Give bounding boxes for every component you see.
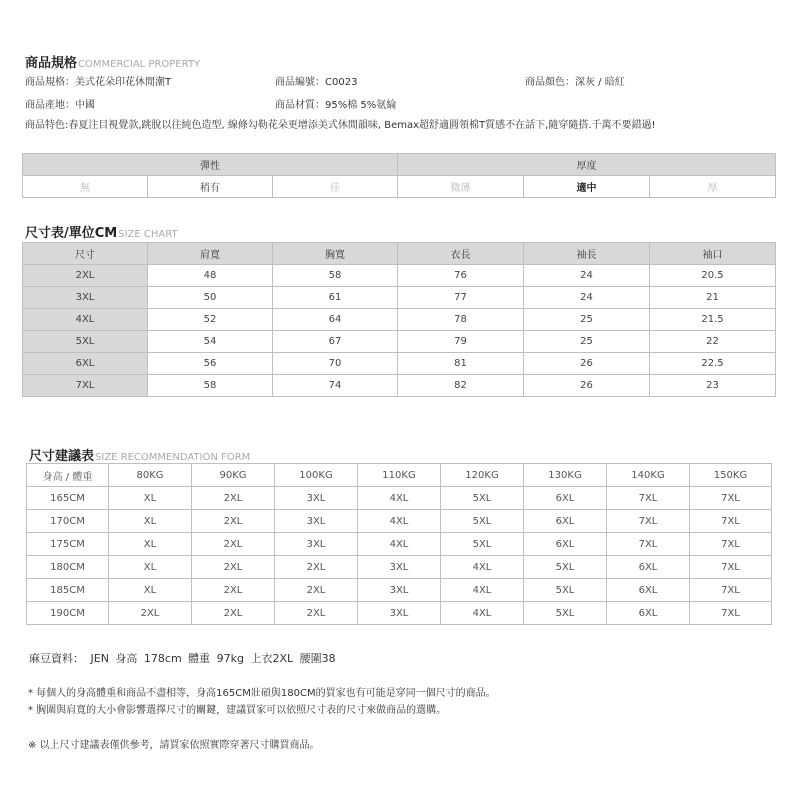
recommended-size: 7XL [690, 556, 772, 579]
recommended-size: 4XL [358, 510, 441, 533]
product-origin: 商品產地：中國 [25, 100, 95, 111]
thickness-thin: 微薄 [398, 176, 524, 198]
size-value: 82 [398, 375, 524, 397]
recommend-row [27, 487, 772, 510]
size-chart-header: 袖長 [524, 243, 650, 265]
size-value: 52 [148, 309, 273, 331]
height-label: 170CM [27, 510, 109, 533]
elasticity-good: 佳 [273, 176, 398, 198]
size-chart-header: 肩寬 [148, 243, 273, 265]
recommended-size: 5XL [441, 510, 524, 533]
size-label: 6XL [23, 353, 148, 375]
thickness-header: 厚度 [398, 154, 776, 176]
recommended-size: 4XL [441, 579, 524, 602]
recommended-size: XL [109, 579, 192, 602]
size-value: 21 [650, 287, 776, 309]
size-chart-header: 尺寸 [23, 243, 148, 265]
recommended-size: 7XL [690, 510, 772, 533]
size-chart-row [23, 309, 776, 331]
recommended-size: 4XL [358, 487, 441, 510]
recommend-row [27, 556, 772, 579]
size-value: 58 [148, 375, 273, 397]
height-label: 175CM [27, 533, 109, 556]
recommended-size: 5XL [524, 579, 607, 602]
size-chart-row [23, 265, 776, 287]
size-chart-row [23, 353, 776, 375]
size-value: 78 [398, 309, 524, 331]
recommend-row [27, 602, 772, 625]
recommend-header: 100KG [275, 464, 358, 487]
spec-section-title [25, 52, 200, 71]
recommend-title-en: SIZE RECOMMENDATION FORM [95, 452, 251, 463]
size-value: 23 [650, 375, 776, 397]
size-value: 61 [273, 287, 398, 309]
recommended-size: 3XL [275, 510, 358, 533]
thickness-medium: 適中 [524, 176, 650, 198]
recommended-size: 2XL [192, 533, 275, 556]
recommended-size: 3XL [358, 556, 441, 579]
recommended-size: 2XL [192, 487, 275, 510]
recommend-section-title [29, 445, 250, 464]
note-2: * 胸圍與肩寬的大小會影響選擇尺寸的關鍵，建議買家可以依照尺寸表的尺寸來做商品的選購。 [28, 705, 447, 716]
recommended-size: 2XL [192, 602, 275, 625]
recommended-size: 5XL [524, 556, 607, 579]
recommended-size: 2XL [192, 579, 275, 602]
elastic-header-row [23, 154, 776, 176]
size-value: 24 [524, 265, 650, 287]
size-label: 7XL [23, 375, 148, 397]
elasticity-none: 無 [23, 176, 148, 198]
recommended-size: 4XL [441, 602, 524, 625]
recommend-header-row [27, 464, 772, 487]
recommended-size: XL [109, 510, 192, 533]
size-recommendation-table [26, 463, 772, 625]
recommend-header: 130KG [524, 464, 607, 487]
size-chart-header-row [23, 243, 776, 265]
height-label: 190CM [27, 602, 109, 625]
elastic-value-row [23, 176, 776, 198]
recommend-header: 140KG [607, 464, 690, 487]
elasticity-slight: 稍有 [148, 176, 273, 198]
recommended-size: XL [109, 556, 192, 579]
recommended-size: 7XL [607, 510, 690, 533]
product-feature: 商品特色:春夏注目視覺款,跳脫以往純色造型, 線條勾勒花朵更增添美式休閒韻味, Bemax超舒適圓領棉T質感不在話下,隨穿隨搭.千萬不要錯過! [25, 120, 656, 131]
size-value: 56 [148, 353, 273, 375]
recommended-size: XL [109, 533, 192, 556]
size-value: 79 [398, 331, 524, 353]
disclaimer: ※ 以上尺寸建議表僅供參考，請買家依照實際穿著尺寸購買商品。 [28, 740, 320, 751]
recommended-size: 2XL [275, 579, 358, 602]
spec-title: 商品規格 [25, 56, 78, 71]
model-info: 麻豆資料： JEN 身高 178cm 體重 97kg 上衣2XL 腰圍38 [29, 652, 336, 665]
size-value: 76 [398, 265, 524, 287]
size-chart-table [22, 242, 776, 397]
recommended-size: 2XL [109, 602, 192, 625]
recommended-size: 5XL [524, 602, 607, 625]
size-value: 58 [273, 265, 398, 287]
product-code: 商品編號：C0023 [275, 77, 358, 88]
size-value: 81 [398, 353, 524, 375]
recommended-size: XL [109, 487, 192, 510]
size-value: 67 [273, 331, 398, 353]
note-1: * 每個人的身高體重和商品不盡相等，身高165CM壯碩與180CM的買家也有可能是穿同一個尺寸的商品。 [28, 688, 496, 699]
recommended-size: 3XL [275, 487, 358, 510]
recommended-size: 6XL [524, 533, 607, 556]
size-value: 77 [398, 287, 524, 309]
recommended-size: 3XL [358, 579, 441, 602]
size-value: 20.5 [650, 265, 776, 287]
recommended-size: 7XL [607, 487, 690, 510]
recommend-header: 身高 / 體重 [27, 464, 109, 487]
recommended-size: 7XL [690, 487, 772, 510]
size-chart-title-en: SIZE CHART [118, 229, 178, 240]
recommended-size: 3XL [275, 533, 358, 556]
size-value: 54 [148, 331, 273, 353]
size-chart-row [23, 331, 776, 353]
size-value: 50 [148, 287, 273, 309]
size-value: 48 [148, 265, 273, 287]
size-label: 3XL [23, 287, 148, 309]
recommended-size: 2XL [275, 602, 358, 625]
recommend-header: 90KG [192, 464, 275, 487]
recommended-size: 7XL [690, 579, 772, 602]
height-label: 180CM [27, 556, 109, 579]
size-value: 24 [524, 287, 650, 309]
recommended-size: 4XL [358, 533, 441, 556]
size-chart-row [23, 287, 776, 309]
recommended-size: 4XL [441, 556, 524, 579]
elasticity-header: 彈性 [23, 154, 398, 176]
elastic-thickness-table [22, 153, 776, 198]
size-value: 26 [524, 353, 650, 375]
size-value: 26 [524, 375, 650, 397]
recommended-size: 6XL [524, 487, 607, 510]
recommended-size: 5XL [441, 533, 524, 556]
size-chart-section-title [25, 222, 178, 241]
size-value: 64 [273, 309, 398, 331]
product-material: 商品材質：95%棉 5%氨綸 [275, 100, 397, 111]
thickness-thick: 厚 [650, 176, 776, 198]
size-chart-header: 袖口 [650, 243, 776, 265]
product-color: 商品顏色：深灰 / 暗紅 [525, 77, 625, 88]
recommend-row [27, 510, 772, 533]
recommended-size: 7XL [607, 533, 690, 556]
size-value: 74 [273, 375, 398, 397]
recommended-size: 5XL [441, 487, 524, 510]
size-value: 22.5 [650, 353, 776, 375]
recommended-size: 7XL [690, 533, 772, 556]
size-value: 25 [524, 331, 650, 353]
size-chart-header: 衣長 [398, 243, 524, 265]
size-label: 5XL [23, 331, 148, 353]
recommend-title: 尺寸建議表 [29, 449, 95, 464]
recommend-header: 110KG [358, 464, 441, 487]
recommended-size: 6XL [607, 579, 690, 602]
spec-title-en: COMMERCIAL PROPERTY [78, 59, 201, 70]
size-chart-title: 尺寸表/單位CM [25, 226, 118, 241]
recommend-header: 150KG [690, 464, 772, 487]
size-chart-header: 胸寬 [273, 243, 398, 265]
height-label: 185CM [27, 579, 109, 602]
size-chart-row [23, 375, 776, 397]
size-label: 4XL [23, 309, 148, 331]
recommend-row [27, 533, 772, 556]
recommend-header: 120KG [441, 464, 524, 487]
recommended-size: 7XL [690, 602, 772, 625]
recommended-size: 6XL [607, 602, 690, 625]
recommended-size: 2XL [192, 556, 275, 579]
height-label: 165CM [27, 487, 109, 510]
size-value: 21.5 [650, 309, 776, 331]
recommend-row [27, 579, 772, 602]
recommended-size: 2XL [192, 510, 275, 533]
size-value: 70 [273, 353, 398, 375]
recommend-header: 80KG [109, 464, 192, 487]
recommended-size: 2XL [275, 556, 358, 579]
recommended-size: 6XL [607, 556, 690, 579]
product-name: 商品規格：美式花朵印花休閒潮T [25, 77, 172, 88]
size-value: 25 [524, 309, 650, 331]
recommended-size: 3XL [358, 602, 441, 625]
size-label: 2XL [23, 265, 148, 287]
recommended-size: 6XL [524, 510, 607, 533]
size-value: 22 [650, 331, 776, 353]
